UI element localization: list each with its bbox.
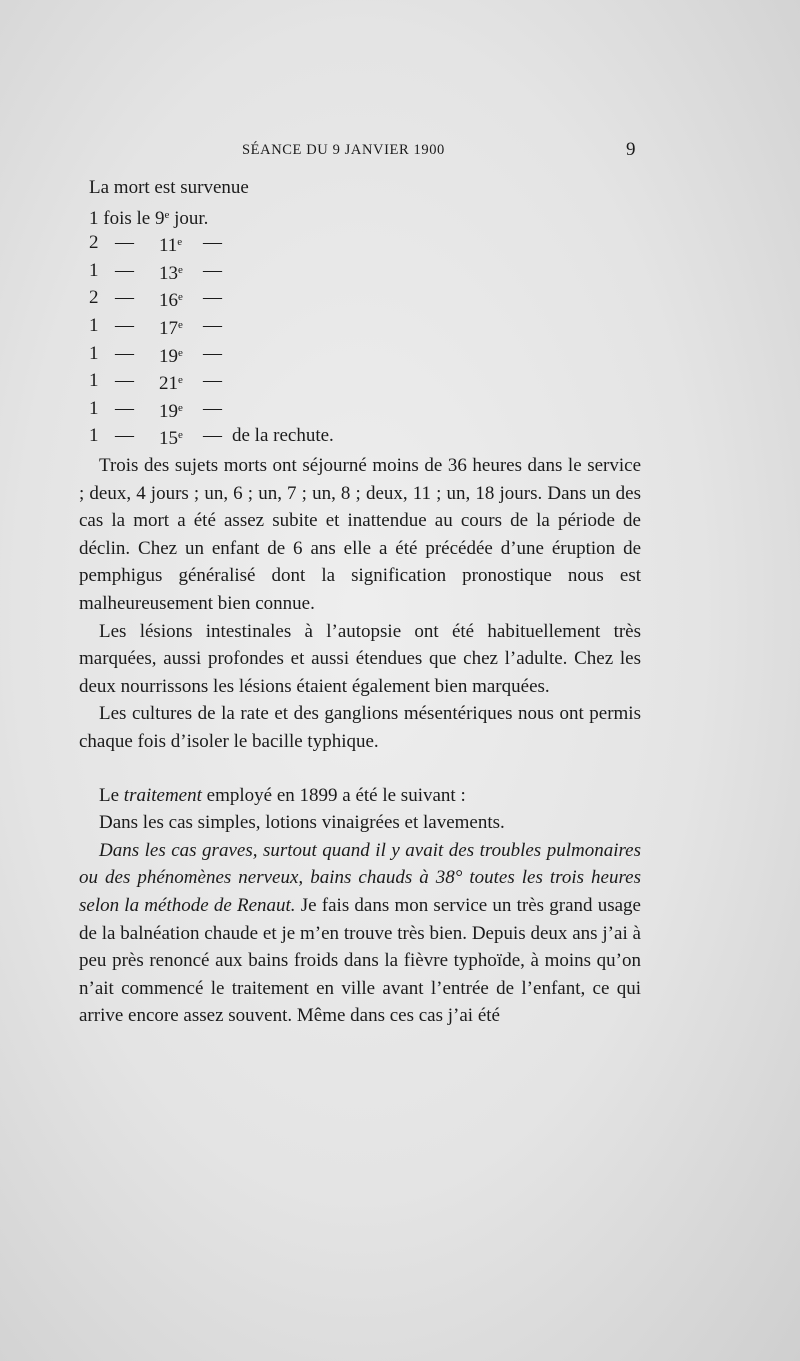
page-number: 9 — [626, 139, 636, 160]
relapse-note: de la rechute. — [232, 425, 334, 447]
list-item — [89, 367, 649, 395]
dash: — — [203, 314, 222, 336]
count: 1 — [89, 425, 99, 447]
paragraph-severe-cases: Dans les cas graves, surtout quand il y avait des troubles pulmonaires ou des phénomènes nerveux, bains chauds à 38° toutes les trois heures selon la méthode de Renaut. Je fais dans mon service un très grand usage de la balnéation chaude et je m’en trouve très bien. Depuis deux ans j’ai à peu près renoncé aux bains froids dans la fièvre typhoïde, à moins qu’on n’ait commencé le traitement en ville avant l’entrée de l’enfant, ce qui arrive encore assez souvent. Même dans ces cas j’ai été — [79, 839, 641, 1027]
list-item — [89, 312, 649, 340]
intro-post: jour. — [174, 207, 209, 229]
dash: — — [203, 397, 222, 419]
list-item — [89, 395, 649, 423]
day: 9 — [154, 207, 165, 229]
day: 19e — [159, 400, 183, 422]
death-day-list — [89, 174, 649, 450]
list-item — [89, 422, 649, 450]
day: 15e — [159, 428, 183, 450]
intro-text: La mort est survenue — [89, 177, 249, 198]
dash: — — [203, 287, 222, 309]
body-text — [79, 452, 641, 1030]
list-item — [89, 340, 649, 368]
dash: — — [115, 259, 134, 281]
intro-pre: fois le — [103, 207, 151, 229]
day: 21e — [159, 373, 183, 395]
count: 1 — [89, 314, 99, 336]
count: 1 — [89, 342, 99, 364]
paragraph-lesions: Les lésions intestinales à l’autopsie ont été habituellement très marquées, aussi profondes et aussi étendues que chez l’adulte. Chez les deux nourrissons les lésions étaient également bien marquées. — [79, 620, 641, 697]
day: 13e — [159, 262, 183, 284]
count: 1 — [89, 207, 99, 229]
day-suffix: e — [164, 208, 170, 221]
paragraph-cultures: Les cultures de la rate et des ganglions mésentériques nous ont permis chaque fois d’isoler le bacille typhique. — [79, 703, 641, 752]
count: 2 — [89, 287, 99, 309]
italic-severe-cases: Dans les cas graves, surtout quand il y avait des troubles pulmonaires ou des phénomènes nerveux, bains chauds à 38° toutes les trois heures selon la méthode de Renaut. — [79, 839, 641, 916]
list-intro — [89, 174, 649, 202]
paragraph-treatment-intro: Le traitement employé en 1899 a été le suivant : — [99, 784, 466, 806]
dash: — — [203, 259, 222, 281]
dash: — — [203, 342, 222, 364]
day: 17e — [159, 317, 183, 339]
list-item — [89, 284, 649, 312]
dash: — — [115, 370, 134, 392]
count: 1 — [89, 397, 99, 419]
dash: — — [203, 370, 222, 392]
page-header — [0, 139, 800, 166]
dash: — — [115, 232, 134, 254]
list-item — [89, 202, 649, 230]
list-item — [89, 257, 649, 285]
day: 19e — [159, 345, 183, 367]
dash: — — [115, 342, 134, 364]
count: 2 — [89, 232, 99, 254]
dash: — — [115, 397, 134, 419]
list-item — [89, 229, 649, 257]
running-title: SÉANCE DU 9 JANVIER 1900 — [242, 142, 445, 158]
paragraph-deaths-duration: Trois des sujets morts ont séjourné moins de 36 heures dans le service ; deux, 4 jours ; un, 6 ; un, 7 ; un, 8 ; deux, 11 ; un, 18 jours. Dans un des cas la mort a été assez subite et inattendue au cours de la période de déclin. Chez un enfant de 6 ans elle a été précédée d’une éruption de pemphigus généralisé dont la signification pronostique nous est malheureusement bien connue. — [79, 455, 641, 614]
count: 1 — [89, 259, 99, 281]
dash: — — [115, 314, 134, 336]
dash: — — [115, 425, 134, 447]
emphasis-traitement: traitement — [123, 784, 202, 806]
dash: — — [203, 425, 222, 447]
dash: — — [115, 287, 134, 309]
count: 1 — [89, 370, 99, 392]
paragraph-simple-cases: Dans les cas simples, lotions vinaigrées et lavements. — [99, 812, 505, 834]
day: 16e — [159, 290, 183, 312]
dash: — — [203, 232, 222, 254]
day: 11e — [159, 235, 183, 257]
